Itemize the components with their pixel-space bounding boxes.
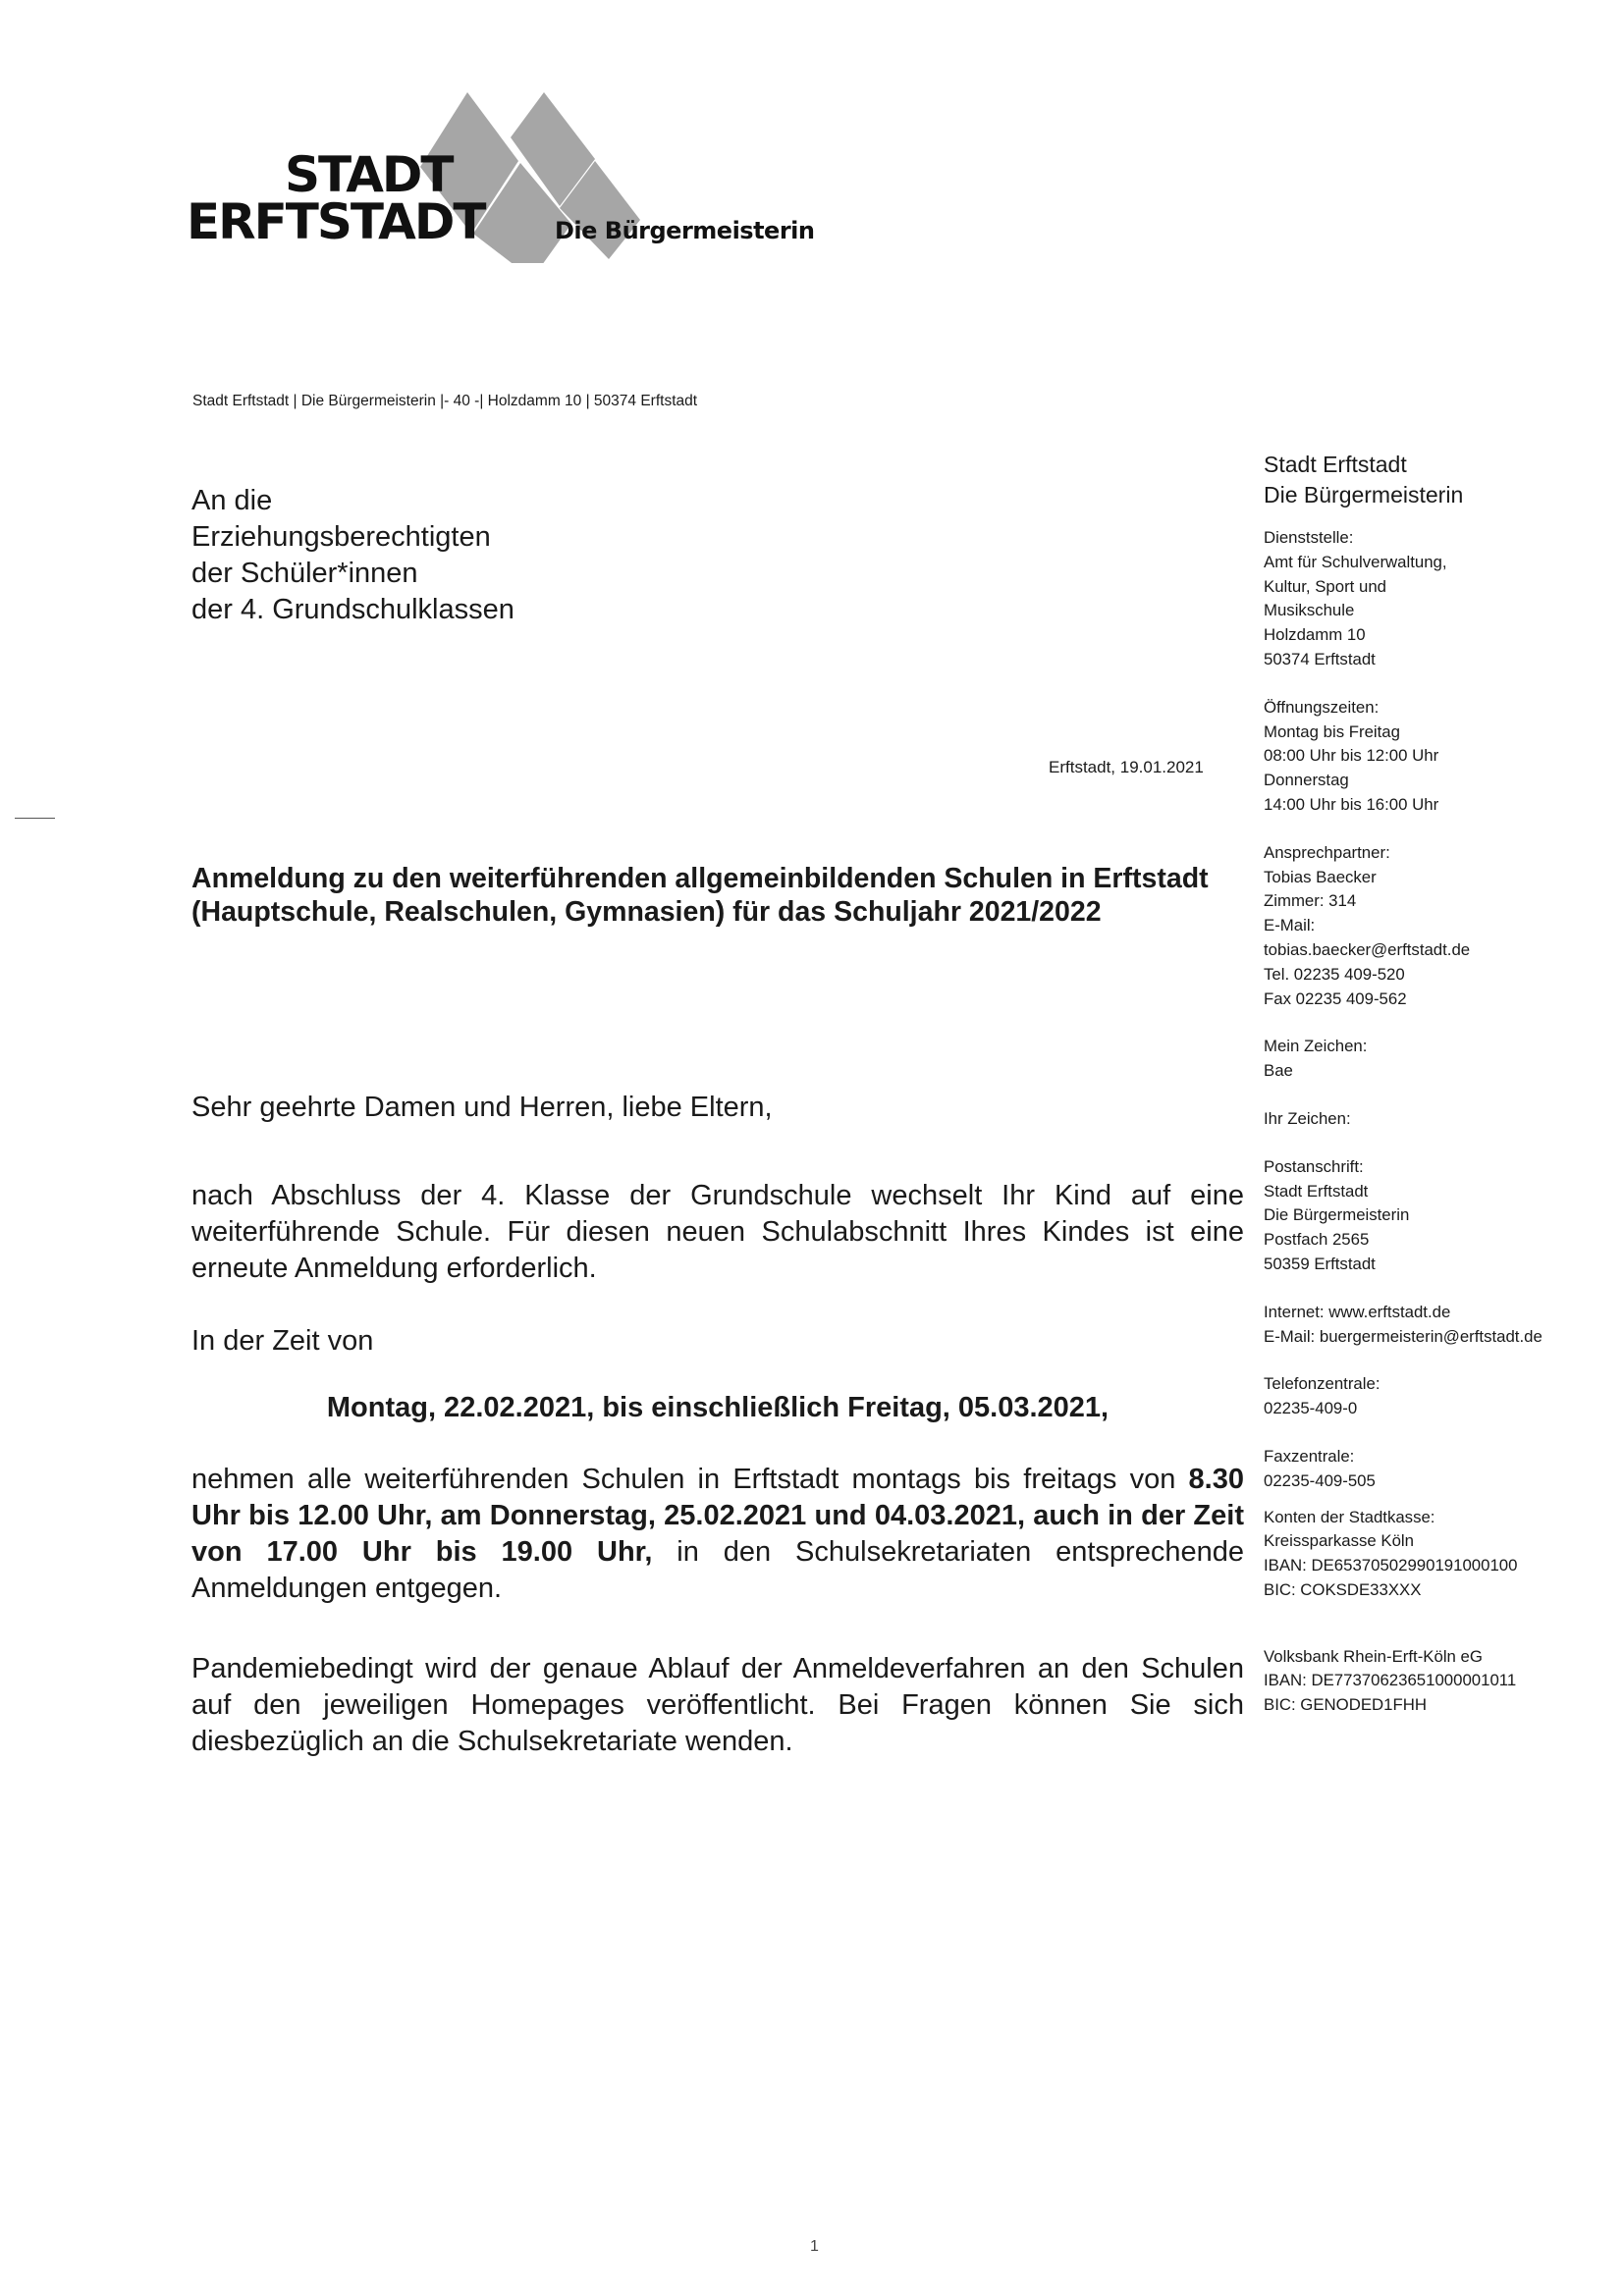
logo-line-stadt: STADT (285, 146, 453, 203)
sender-return-address: Stadt Erftstadt | Die Bürgermeisterin |- 40 -| Holzdamm 10 | 50374 Erftstadt (192, 393, 698, 409)
sidebar-line: Volksbank Rhein-Erft-Köln eG (1264, 1646, 1483, 1666)
sidebar-opening-hours (1264, 696, 1617, 818)
sidebar-line: Postfach 2565 (1264, 1230, 1370, 1250)
sidebar-line: Ansprechpartner: (1264, 842, 1390, 862)
sidebar-line: IBAN: DE65370502990191000100 (1264, 1556, 1518, 1575)
website-link[interactable]: Internet: www.erftstadt.de (1264, 1302, 1451, 1321)
sidebar-line: BIC: COKSDE33XXX (1264, 1579, 1422, 1599)
sidebar-org-title: Die Bürgermeisterin (1264, 482, 1464, 507)
sidebar-line: Faxzentrale: (1264, 1446, 1355, 1466)
sidebar-line: Fax 02235 409-562 (1264, 988, 1407, 1008)
sidebar-line: Musikschule (1264, 601, 1355, 620)
sidebar-line: IBAN: DE77370623651000001011 (1264, 1671, 1517, 1690)
sidebar-line: Telefonzentrale: (1264, 1374, 1380, 1394)
sidebar-line: E-Mail: (1264, 916, 1316, 935)
letter-subject: Anmeldung zu den weiterführenden allgemeinbildenden Schulen in Erftstadt (Hauptschule, Realschulen, Gymnasien) für das Schuljahr 2021/2022 (191, 863, 1209, 928)
sidebar-line: 08:00 Uhr bis 12:00 Uhr (1264, 746, 1439, 766)
sidebar-line: Kultur, Sport und (1264, 576, 1387, 596)
recipient-line: der 4. Grundschulklassen (191, 594, 514, 625)
sidebar-line: 02235-409-0 (1264, 1399, 1358, 1418)
body-paragraph-4 (191, 1462, 1244, 1607)
sidebar-line: Montag bis Freitag (1264, 721, 1400, 741)
sidebar-line: Konten der Stadtkasse: (1264, 1507, 1435, 1526)
sidebar-fax-switchboard (1264, 1445, 1617, 1494)
sidebar-volksbank (1264, 1645, 1617, 1718)
body-text: in den Schulsekretariaten entsprechende Anmeldungen entgegen. (191, 1536, 1244, 1604)
sidebar-contact-person (1264, 841, 1617, 1012)
sidebar-line: Tobias Baecker (1264, 867, 1377, 886)
recipient-address (191, 483, 514, 628)
mayor-email-link[interactable]: E-Mail: buergermeisterin@erftstadt.de (1264, 1326, 1543, 1346)
sidebar-line: Ihr Zeichen: (1264, 1108, 1351, 1128)
sidebar-phone-switchboard (1264, 1372, 1617, 1421)
recipient-line: Erziehungsberechtigten (191, 521, 491, 553)
recipient-line: An die (191, 485, 273, 516)
city-logo (187, 86, 815, 263)
registration-period: Montag, 22.02.2021, bis einschließlich Freitag, 05.03.2021, (326, 1392, 1110, 1423)
body-text: nehmen alle weiterführenden Schulen in Erftstadt montags bis freitags von (191, 1464, 1189, 1495)
sidebar-line: Öffnungszeiten: (1264, 697, 1380, 717)
fold-mark (15, 818, 55, 819)
sidebar-line: 02235-409-505 (1264, 1470, 1376, 1490)
sidebar-line: Stadt Erftstadt (1264, 1181, 1369, 1201)
sidebar-line: Bae (1264, 1061, 1293, 1081)
sidebar-line: BIC: GENODED1FHH (1264, 1695, 1427, 1715)
sidebar-line: Kreissparkasse Köln (1264, 1531, 1414, 1551)
sidebar-org-name: Stadt Erftstadt (1264, 452, 1407, 477)
sidebar-line: Amt für Schulverwaltung, (1264, 552, 1447, 571)
sidebar-internet (1264, 1301, 1617, 1350)
page-number: 1 (810, 2238, 819, 2255)
sidebar-postal-address (1264, 1155, 1617, 1277)
sidebar-line: Holzdamm 10 (1264, 625, 1366, 645)
sidebar-my-reference (1264, 1035, 1617, 1084)
logo-subtitle: Die Bürgermeisterin (555, 217, 815, 244)
sidebar-line: 50359 Erftstadt (1264, 1254, 1376, 1273)
logo-line-erftstadt: ERFTSTADT (187, 193, 485, 250)
body-paragraph-5: Pandemiebedingt wird der genaue Ablauf der Anmeldeverfahren an den Schulen auf den jeweiligen Homepages veröffentlicht. Bei Fragen können Sie sich diesbezüglich an die Schulsekretariate wenden. (191, 1653, 1244, 1757)
body-paragraph-1: nach Abschluss der 4. Klasse der Grundschule wechselt Ihr Kind auf eine weiterführende Schule. Für diesen neuen Schulabschnitt Ihres Kindes ist eine erneute Anmeldung erforderlich. (191, 1180, 1244, 1284)
letter-date: Erftstadt, 19.01.2021 (1049, 758, 1204, 776)
contact-email-link[interactable]: tobias.baecker@erftstadt.de (1264, 939, 1471, 959)
sidebar-line: 14:00 Uhr bis 16:00 Uhr (1264, 794, 1439, 814)
sidebar-dienststelle (1264, 526, 1617, 672)
salutation: Sehr geehrte Damen und Herren, liebe Eltern, (191, 1092, 773, 1123)
sidebar-line: Tel. 02235 409-520 (1264, 964, 1405, 984)
sidebar-line: Postanschrift: (1264, 1156, 1364, 1176)
sidebar-line: Zimmer: 314 (1264, 891, 1357, 911)
body-paragraph-2: In der Zeit von (191, 1325, 374, 1357)
sidebar-line: Die Bürgermeisterin (1264, 1205, 1410, 1225)
recipient-line: der Schüler*innen (191, 558, 418, 589)
sidebar-bank-accounts (1264, 1506, 1617, 1603)
sidebar-line: Dienststelle: (1264, 528, 1354, 547)
sidebar-line: Mein Zeichen: (1264, 1037, 1368, 1056)
sidebar-your-reference (1264, 1107, 1617, 1132)
sidebar-line: 50374 Erftstadt (1264, 649, 1376, 668)
sidebar-line: Donnerstag (1264, 771, 1349, 790)
office-hours-emphasis: 8.30 Uhr bis 12.00 Uhr, am Donnerstag, 25.02.2021 und 04.03.2021, auch in der Zeit von 17.00 Uhr bis 19.00 Uhr, (191, 1464, 1244, 1568)
sidebar-contact-info (1264, 450, 1617, 1718)
